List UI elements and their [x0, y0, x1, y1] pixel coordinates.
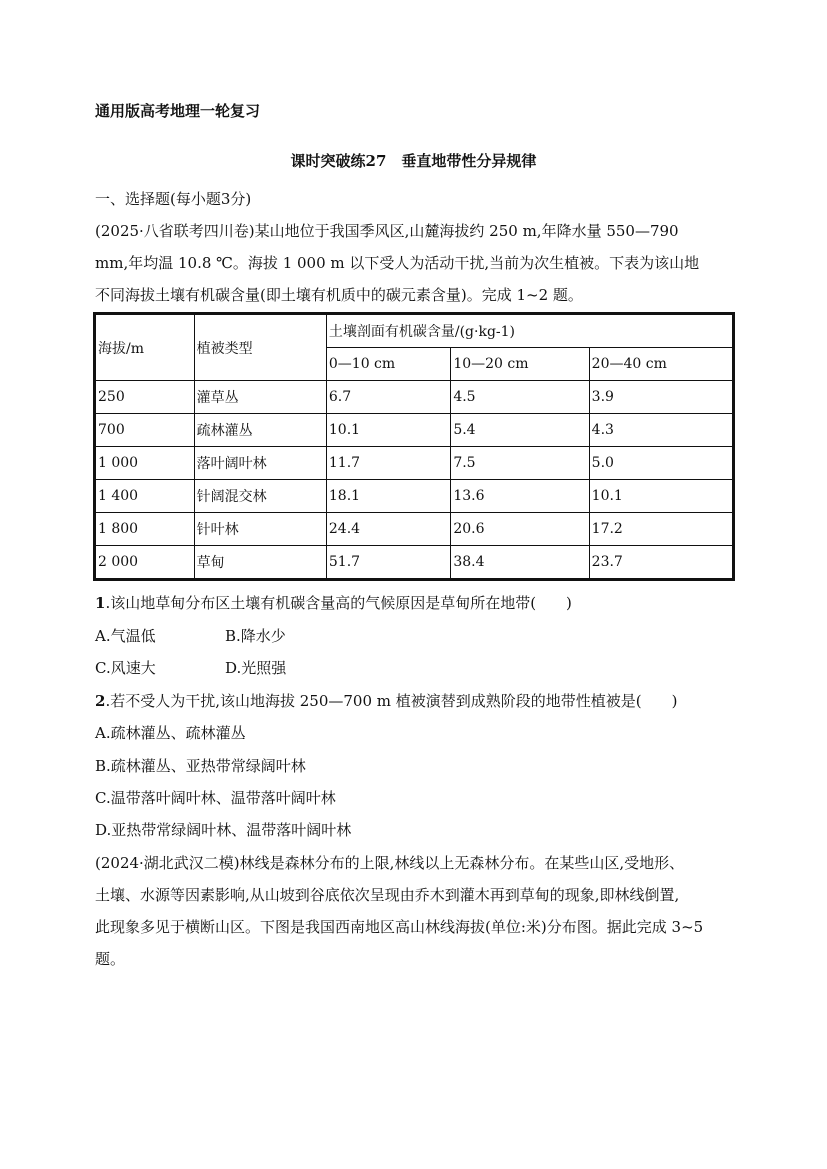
header-vegetation: 植被类型 — [194, 314, 326, 381]
cell-value: 5.4 — [451, 414, 589, 447]
page-title: 课时突破练27 垂直地带性分异规律 — [290, 152, 537, 170]
question-1 — [95, 592, 572, 614]
cell-vegetation: 针阔混交林 — [194, 480, 326, 513]
cell-altitude: 1 400 — [95, 480, 195, 513]
cell-value: 23.7 — [589, 546, 733, 580]
passage-2-line: 题。 — [95, 950, 126, 968]
cell-vegetation: 草甸 — [194, 546, 326, 580]
cell-value: 6.7 — [326, 381, 450, 414]
question-text: .该山地草甸分布区土壤有机碳含量高的气候原因是草甸所在地带( ) — [105, 594, 572, 612]
header-altitude: 海拔/m — [95, 314, 195, 381]
cell-value: 17.2 — [589, 513, 733, 546]
cell-value: 51.7 — [326, 546, 450, 580]
header-carbon-group: 土壤剖面有机碳含量/(g·kg-1) — [326, 314, 733, 348]
cell-vegetation: 落叶阔叶林 — [194, 447, 326, 480]
q2-option-a[interactable]: A.疏林灌丛、疏林灌丛 — [95, 724, 246, 742]
cell-altitude: 2 000 — [95, 546, 195, 580]
question-2 — [95, 690, 677, 712]
section-heading: 一、选择题(每小题3分) — [95, 190, 252, 208]
header-depth: 20—40 cm — [589, 348, 733, 381]
table-row — [95, 513, 734, 546]
cell-value: 10.1 — [326, 414, 450, 447]
cell-altitude: 1 000 — [95, 447, 195, 480]
passage-1-line: (2025·八省联考四川卷)某山地位于我国季风区,山麓海拔约 250 m,年降水量 550—790 — [95, 222, 679, 240]
cell-value: 4.3 — [589, 414, 733, 447]
cell-value: 5.0 — [589, 447, 733, 480]
cell-vegetation: 灌草丛 — [194, 381, 326, 414]
cell-value: 4.5 — [451, 381, 589, 414]
question-number: 1 — [95, 594, 106, 612]
q2-option-c[interactable]: C.温带落叶阔叶林、温带落叶阔叶林 — [95, 789, 336, 807]
table-row — [95, 546, 734, 580]
q1-option-d[interactable]: D.光照强 — [225, 659, 287, 677]
cell-altitude: 700 — [95, 414, 195, 447]
passage-2-line: (2024·湖北武汉二模)林线是森林分布的上限,林线以上无森林分布。在某些山区,受地形、 — [95, 854, 685, 872]
cell-value: 18.1 — [326, 480, 450, 513]
cell-value: 13.6 — [451, 480, 589, 513]
cell-vegetation: 针叶林 — [194, 513, 326, 546]
q2-option-b[interactable]: B.疏林灌丛、亚热带常绿阔叶林 — [95, 757, 306, 775]
passage-2-line: 土壤、水源等因素影响,从山坡到谷底依次呈现由乔木到灌木再到草甸的现象,即林线倒置, — [95, 886, 680, 904]
cell-value: 38.4 — [451, 546, 589, 580]
table-row — [95, 447, 734, 480]
table-row — [95, 381, 734, 414]
cell-value: 7.5 — [451, 447, 589, 480]
q1-option-b[interactable]: B.降水少 — [225, 627, 286, 645]
cell-value: 3.9 — [589, 381, 733, 414]
passage-1-line: 不同海拔土壤有机碳含量(即土壤有机质中的碳元素含量)。完成 1~2 题。 — [95, 286, 583, 304]
document-header: 通用版高考地理一轮复习 — [95, 102, 261, 120]
header-depth: 0—10 cm — [326, 348, 450, 381]
soil-carbon-table — [93, 312, 735, 581]
q1-option-a[interactable]: A.气温低 — [95, 627, 156, 645]
q2-option-d[interactable]: D.亚热带常绿阔叶林、温带落叶阔叶林 — [95, 821, 352, 839]
cell-vegetation: 疏林灌丛 — [194, 414, 326, 447]
cell-value: 10.1 — [589, 480, 733, 513]
table-row — [95, 480, 734, 513]
question-text: .若不受人为干扰,该山地海拔 250—700 m 植被演替到成熟阶段的地带性植被是( ) — [105, 692, 678, 710]
passage-2-line: 此现象多见于横断山区。下图是我国西南地区高山林线海拔(单位:米)分布图。据此完成 3~5 — [95, 918, 704, 936]
header-depth: 10—20 cm — [451, 348, 589, 381]
cell-altitude: 1 800 — [95, 513, 195, 546]
question-number: 2 — [95, 692, 106, 710]
cell-value: 11.7 — [326, 447, 450, 480]
q1-option-c[interactable]: C.风速大 — [95, 659, 156, 677]
cell-value: 20.6 — [451, 513, 589, 546]
cell-value: 24.4 — [326, 513, 450, 546]
passage-1-line: mm,年均温 10.8 ℃。海拔 1 000 m 以下受人为活动干扰,当前为次生植被。下表为该山地 — [95, 254, 700, 272]
cell-altitude: 250 — [95, 381, 195, 414]
table-row — [95, 414, 734, 447]
